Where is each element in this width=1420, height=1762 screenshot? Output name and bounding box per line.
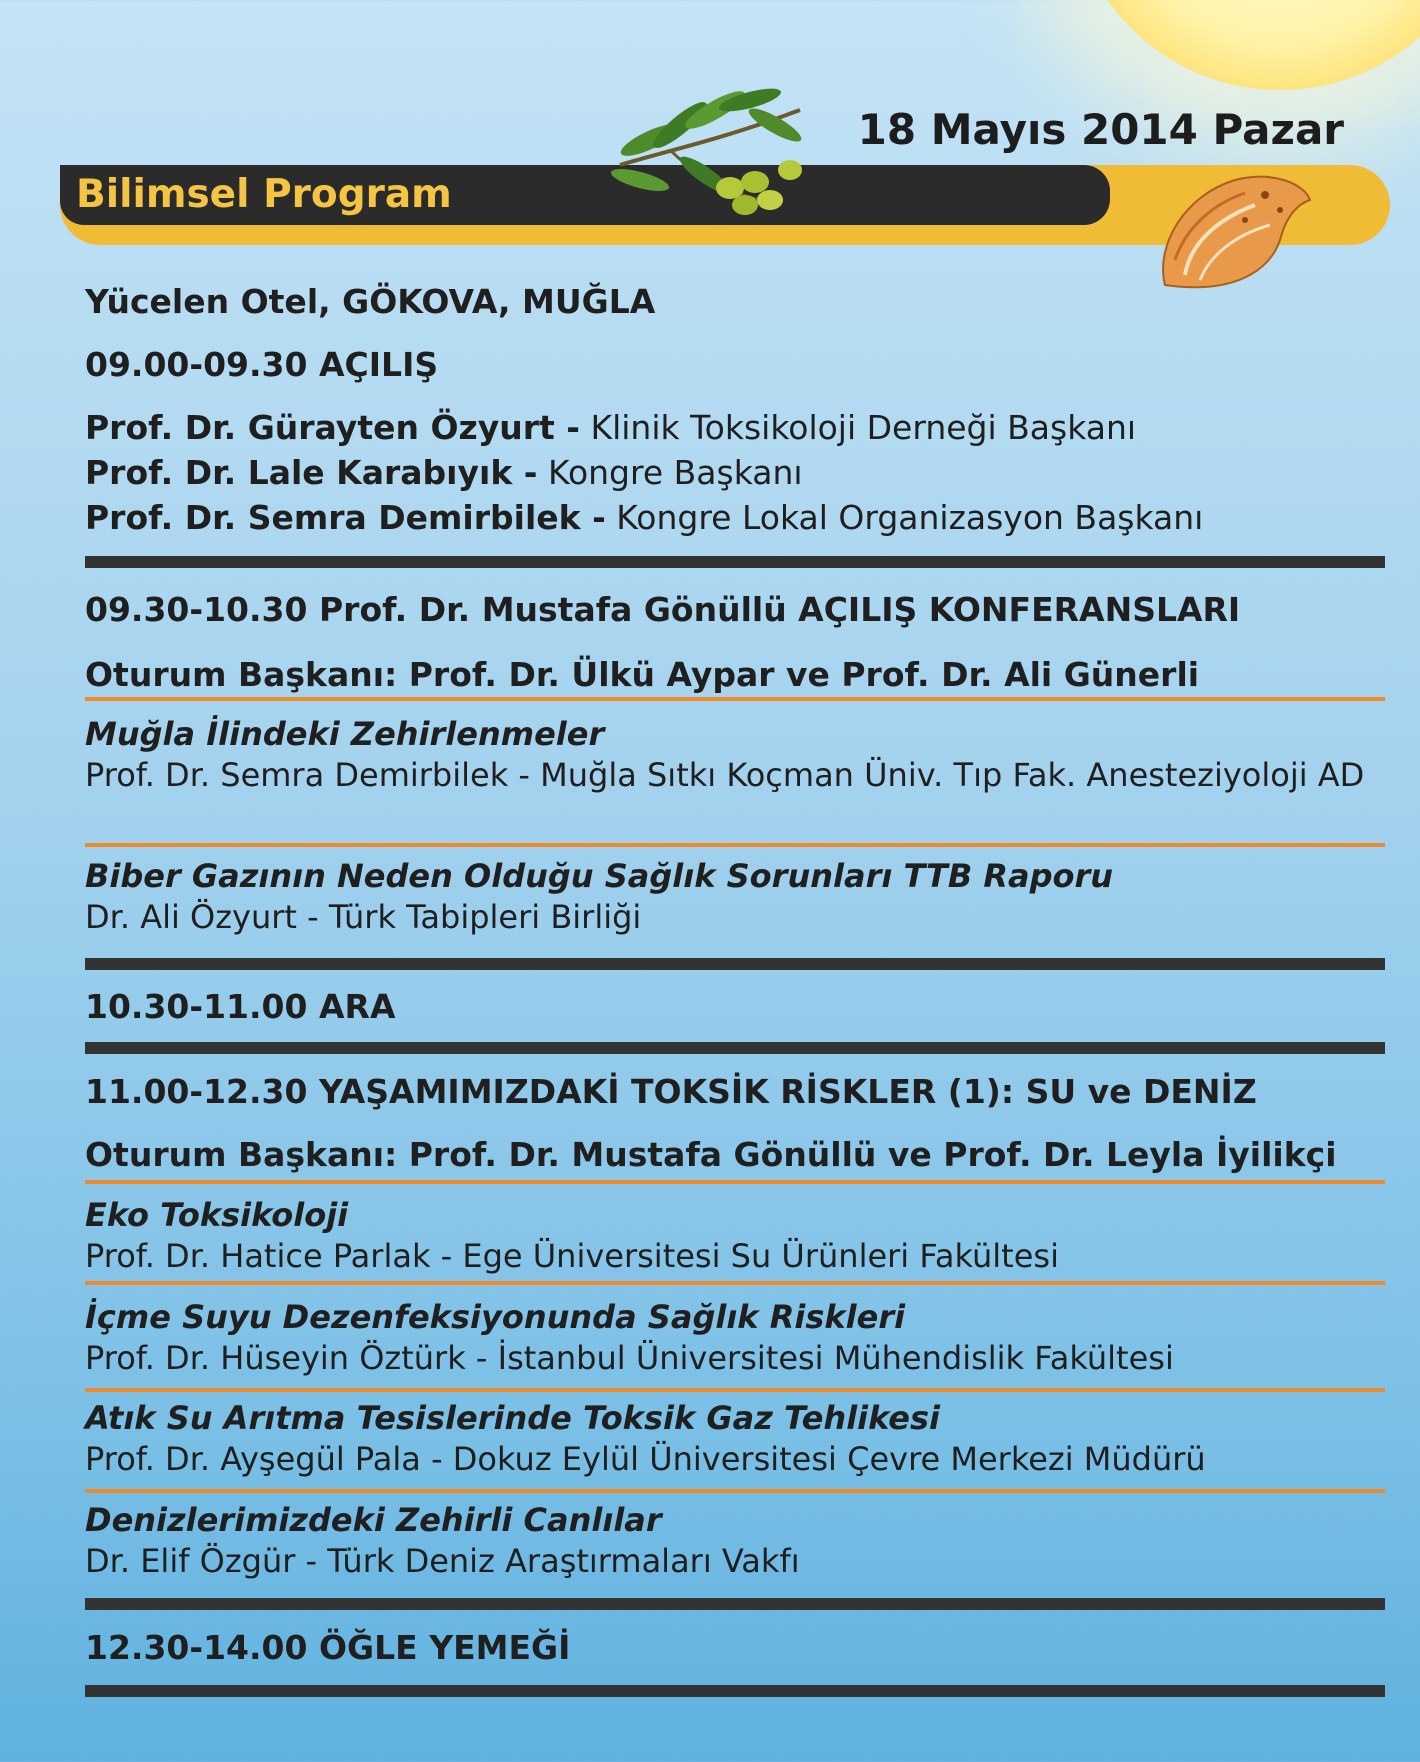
page-title: Bilimsel Program: [76, 172, 452, 217]
section-divider: [85, 958, 1385, 970]
session-time: 10.30-11.00: [85, 987, 308, 1026]
talk-title: Atık Su Arıtma Tesislerinde Toksik Gaz Tehlikesi: [85, 1399, 940, 1437]
talk-speaker: Dr. Ali Özyurt - Türk Tabipleri Birliği: [85, 898, 642, 936]
sun-icon: [1070, 0, 1420, 90]
session-title: AÇILIŞ: [319, 345, 439, 384]
talk-item: [85, 714, 1385, 796]
talk-item: [85, 1500, 1385, 1582]
section-divider: [85, 556, 1385, 568]
speaker-name: Prof. Dr. Lale Karabıyık -: [85, 453, 538, 492]
session-title: YAŞAMIMIZDAKİ TOKSİK RİSKLER (1): SU ve DENİZ: [319, 1072, 1257, 1111]
talk-title: İçme Suyu Dezenfeksiyonunda Sağlık Riskleri: [85, 1298, 906, 1336]
talk-speaker: Prof. Dr. Semra Demirbilek - Muğla Sıtkı Koçman Üniv. Tıp Fak. Anesteziyoloji AD: [85, 756, 1365, 794]
talk-divider: [85, 1388, 1385, 1392]
talk-item: [85, 1297, 1385, 1379]
session-time: 09.30-10.30: [85, 590, 308, 629]
event-date: 18 Mayıs 2014 Pazar: [857, 105, 1344, 154]
session-title: Prof. Dr. Mustafa Gönüllü AÇILIŞ KONFERANSLARI: [319, 590, 1241, 629]
section-divider: [85, 1042, 1385, 1054]
session-time: 12.30-14.00: [85, 1628, 308, 1667]
opening-speaker: [85, 495, 1203, 540]
talk-item: [85, 856, 1385, 938]
talk-divider: [85, 1180, 1385, 1184]
olive-branch-icon: [610, 70, 810, 220]
talk-speaker: Prof. Dr. Ayşegül Pala - Dokuz Eylül Üniversitesi Çevre Merkezi Müdürü: [85, 1440, 1206, 1478]
session-heading: [85, 1072, 1257, 1111]
session-heading: [85, 345, 438, 384]
session-time: 09.00-09.30: [85, 345, 308, 384]
session-time: 11.00-12.30: [85, 1072, 308, 1111]
session-heading: [85, 987, 396, 1026]
session-heading: [85, 590, 1240, 629]
talk-divider: [85, 1281, 1385, 1285]
talk-title: Biber Gazının Neden Olduğu Sağlık Sorunları TTB Raporu: [85, 857, 1114, 895]
speaker-role: Kongre Başkanı: [547, 453, 803, 492]
session-title: ÖĞLE YEMEĞİ: [319, 1628, 571, 1667]
talk-divider: [85, 843, 1385, 847]
speaker-role: Kongre Lokal Organizasyon Başkanı: [616, 498, 1204, 537]
talk-divider: [85, 1489, 1385, 1493]
talk-speaker: Prof. Dr. Hatice Parlak - Ege Üniversitesi Su Ürünleri Fakültesi: [85, 1237, 1059, 1275]
talk-speaker: Dr. Elif Özgür - Türk Deniz Araştırmaları Vakfı: [85, 1542, 800, 1580]
talk-speaker: Prof. Dr. Hüseyin Öztürk - İstanbul Üniversitesi Mühendislik Fakültesi: [85, 1339, 1174, 1377]
talk-title: Denizlerimizdeki Zehirli Canlılar: [85, 1501, 662, 1539]
speaker-name: Prof. Dr. Semra Demirbilek -: [85, 498, 606, 537]
session-title: ARA: [319, 987, 396, 1026]
opening-speaker: [85, 450, 803, 495]
section-divider: [85, 1598, 1385, 1610]
session-heading: [85, 1628, 570, 1667]
talk-divider: [85, 697, 1385, 701]
talk-item: [85, 1195, 1385, 1277]
speaker-role: Klinik Toksikoloji Derneği Başkanı: [590, 408, 1137, 447]
talk-item: [85, 1398, 1385, 1480]
session-chair: Oturum Başkanı: Prof. Dr. Ülkü Aypar ve Prof. Dr. Ali Günerli: [85, 655, 1200, 694]
talk-title: Muğla İlindeki Zehirlenmeler: [85, 715, 605, 753]
session-chair: Oturum Başkanı: Prof. Dr. Mustafa Gönüllü ve Prof. Dr. Leyla İyilikçi: [85, 1135, 1337, 1174]
seashell-icon: [1145, 165, 1315, 305]
section-divider: [85, 1685, 1385, 1697]
opening-speaker: [85, 405, 1136, 450]
venue: Yücelen Otel, GÖKOVA, MUĞLA: [85, 282, 656, 321]
speaker-name: Prof. Dr. Gürayten Özyurt -: [85, 408, 580, 447]
talk-title: Eko Toksikoloji: [85, 1196, 349, 1234]
